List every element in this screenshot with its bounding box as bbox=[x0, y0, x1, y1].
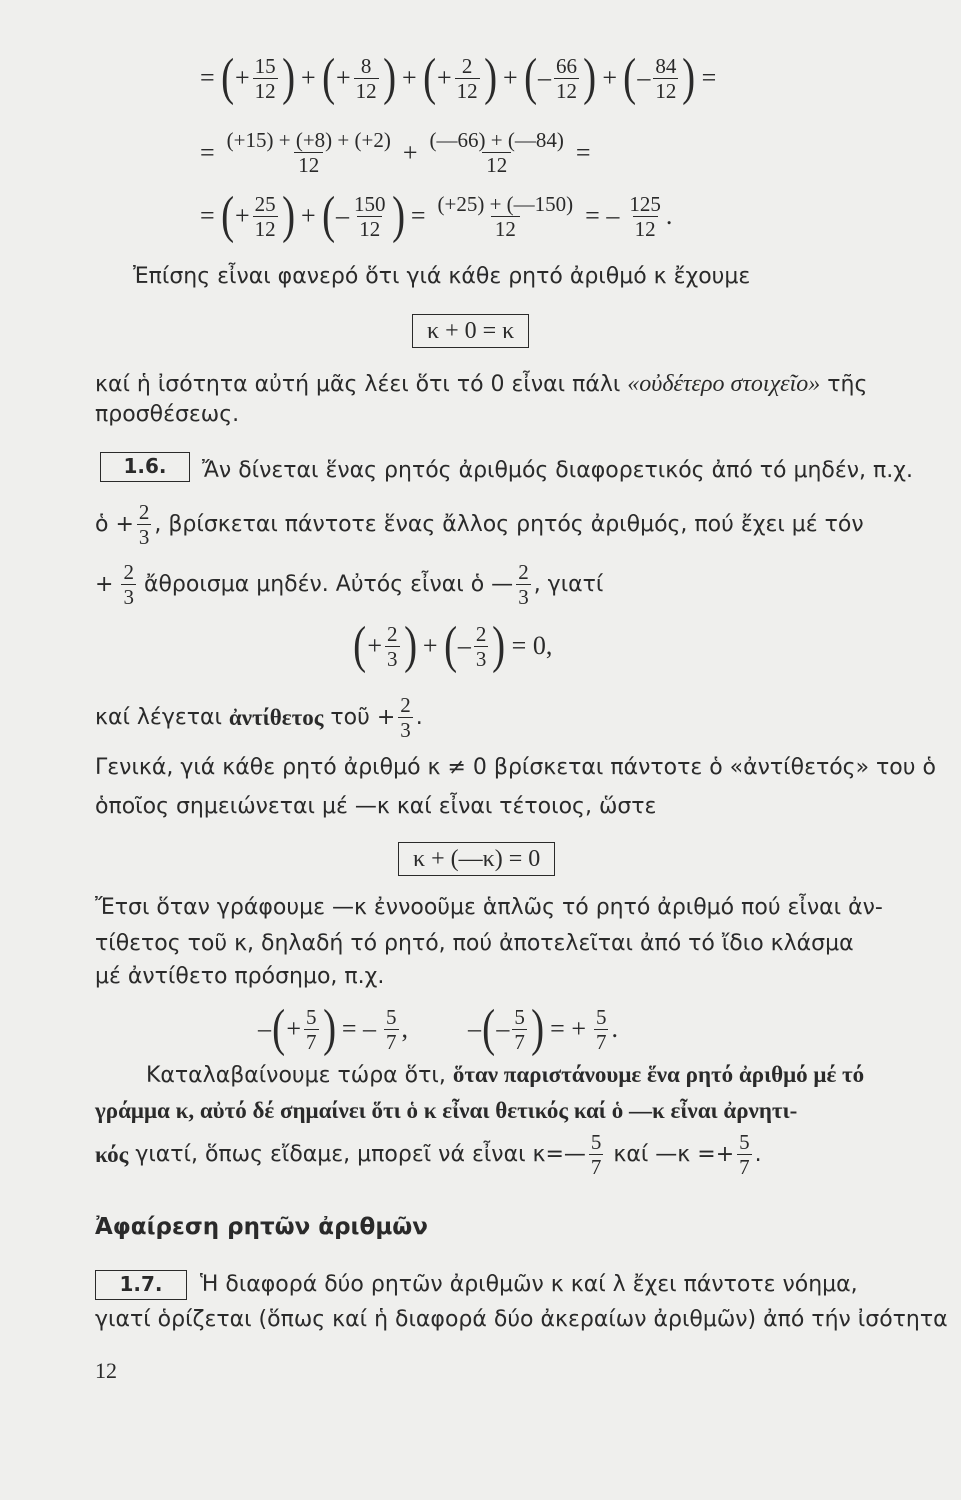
fraction: $\frac{5}{7}$ bbox=[514, 1004, 525, 1054]
fraction: $\frac{(+25) + (—150)}{12}$ bbox=[437, 191, 574, 241]
paragraph-text: καί λέγεται ἀντίθετος τοῦ + $\frac{2}{3}$ . bbox=[95, 693, 423, 742]
fraction: $\frac{(+15) + (+8) + (+2)}{12}$ bbox=[226, 128, 391, 177]
fraction: $\frac{(—66) + (—84)}{12}$ bbox=[429, 128, 564, 177]
paragraph-text: καί ἡ ἰσότητα αὐτή μᾶς λέει ὅτι τό 0 εἶναι πάλι «οὐδέτερο στοιχεῖο» τῆς bbox=[95, 371, 868, 397]
boxed-identity: κ + (—κ) = 0 bbox=[398, 842, 555, 876]
paragraph-text: + $\frac{2}{3}$ ἄθροισμα μηδέν. Αὐτός εἶναι ὁ — $\frac{2}{3}$ , γιατί bbox=[95, 560, 604, 609]
paragraph-text: τίθετος τοῦ κ, δηλαδή τό ρητό, πού ἀποτελεῖται ἀπό τό ἴδιο κλάσμα bbox=[95, 931, 854, 956]
fraction: $\frac{2}{3}$ bbox=[400, 693, 411, 742]
fraction: $\frac{15}{12}$ bbox=[254, 53, 276, 103]
fraction: $\frac{2}{3}$ bbox=[475, 621, 487, 671]
fraction: $\frac{125}{12}$ bbox=[629, 191, 661, 241]
paragraph-text: Καταλαβαίνουμε τώρα ὅτι, ὅταν παριστάνουμε ἕνα ρητό ἀριθμό μέ τό bbox=[146, 1062, 865, 1088]
fraction: $\frac{66}{12}$ bbox=[556, 53, 577, 103]
fraction: $\frac{5}{7}$ bbox=[595, 1004, 607, 1054]
fraction: $\frac{5}{7}$ bbox=[386, 1004, 397, 1054]
section-heading: Ἀφαίρεση ρητῶν ἀριθμῶν bbox=[95, 1214, 428, 1240]
fraction: $\frac{25}{12}$ bbox=[254, 191, 276, 241]
paragraph-text: Ἡ διαφορά δύο ρητῶν ἀριθμῶν κ καί λ ἔχει πάντοτε νόημα, bbox=[200, 1272, 858, 1297]
equation-line-5: – ( + $\frac{5}{7}$ ) = – $\frac{5}{7}$ , – ( – $\frac{5}{7}$ ) = + $\frac{5}{7}$ . bbox=[258, 1000, 618, 1057]
paragraph-text: Ἔτσι ὅταν γράφουμε —κ ἐννοοῦμε ἁπλῶς τό ρητό ἀριθμό πού εἶναι ἀν- bbox=[95, 895, 883, 920]
paragraph-text: γιατί ὁρίζεται (ὅπως καί ἡ διαφορά δύο ἀκεραίων ἀριθμῶν) ἀπό τήν ἰσότητα bbox=[95, 1307, 948, 1332]
paragraph-text: κός γιατί, ὅπως εἴδαμε, μπορεῖ νά εἶναι κ=— $\frac{5}{7}$ καί —κ =+ $\frac{5}{7}$ . bbox=[95, 1130, 762, 1179]
equation-line-2: = $\frac{(+15) + (+8) + (+2)}{12}$ + $\frac{(—66) + (—84)}{12}$ = bbox=[200, 128, 591, 177]
fraction: $\frac{2}{3}$ bbox=[387, 621, 398, 671]
paragraph-text: ὁ + $\frac{2}{3}$ , βρίσκεται πάντοτε ἕνας ἄλλος ρητός ἀριθμός, πού ἔχει μέ τόν bbox=[95, 500, 864, 549]
fraction: $\frac{84}{12}$ bbox=[655, 53, 677, 103]
fraction: $\frac{5}{7}$ bbox=[590, 1130, 602, 1179]
fraction: $\frac{5}{7}$ bbox=[739, 1130, 750, 1179]
paragraph-text: Γενικά, γιά κάθε ρητό ἀριθμό κ ≠ 0 βρίσκεται πάντοτε ὁ «ἀντίθετός» του ὁ bbox=[95, 755, 936, 780]
boxed-identity: κ + 0 = κ bbox=[412, 314, 529, 348]
paragraph-text: προσθέσεως. bbox=[95, 402, 240, 427]
paragraph-text: γράμμα κ, αὐτό δέ σημαίνει ὅτι ὁ κ εἶναι θετικός καί ὁ —κ εἶναι ἀρνητι- bbox=[95, 1098, 798, 1123]
fraction: $\frac{8}{12}$ bbox=[355, 53, 377, 103]
fraction: $\frac{2}{3}$ bbox=[518, 560, 529, 609]
fraction: $\frac{5}{7}$ bbox=[306, 1004, 317, 1054]
section-number: 1.7. bbox=[95, 1270, 187, 1300]
paragraph-text: Ἄν δίνεται ἕνας ρητός ἀριθμός διαφορετικός ἀπό τό μηδέν, π.χ. bbox=[202, 458, 913, 483]
equation-line-3: = ( + $\frac{25}{12}$ ) + ( – $\frac{150}{12}$ ) = $\frac{(+25) + (—150)}{12}$ = – $\frac{125}{12}$ . bbox=[200, 187, 673, 244]
equation-line-4: ( + $\frac{2}{3}$ ) + ( – $\frac{2}{3}$ ) = 0, bbox=[353, 617, 553, 674]
fraction: $\frac{2}{3}$ bbox=[123, 560, 134, 609]
paragraph-text: Ἐπίσης εἶναι φανερό ὅτι γιά κάθε ρητό ἀριθμό κ ἔχουμε bbox=[133, 264, 751, 289]
fraction: $\frac{150}{12}$ bbox=[354, 191, 386, 241]
fraction: $\frac{2}{3}$ bbox=[138, 500, 150, 549]
paragraph-text: ὁποῖος σημειώνεται μέ —κ καί εἶναι τέτοιος, ὥστε bbox=[95, 794, 657, 819]
fraction: $\frac{2}{12}$ bbox=[456, 53, 478, 103]
equation-line-1: = ( + $\frac{15}{12}$ ) + ( + $\frac{8}{12}$ ) + ( + $\frac{2}{12}$ ) + ( – $\frac{66}{12}$ ) + ( – $\frac{84}{12}$ ) = bbox=[200, 49, 717, 106]
section-number: 1.6. bbox=[100, 452, 190, 482]
paragraph-text: μέ ἀντίθετο πρόσημο, π.χ. bbox=[95, 964, 385, 989]
page-number: 12 bbox=[95, 1358, 117, 1383]
